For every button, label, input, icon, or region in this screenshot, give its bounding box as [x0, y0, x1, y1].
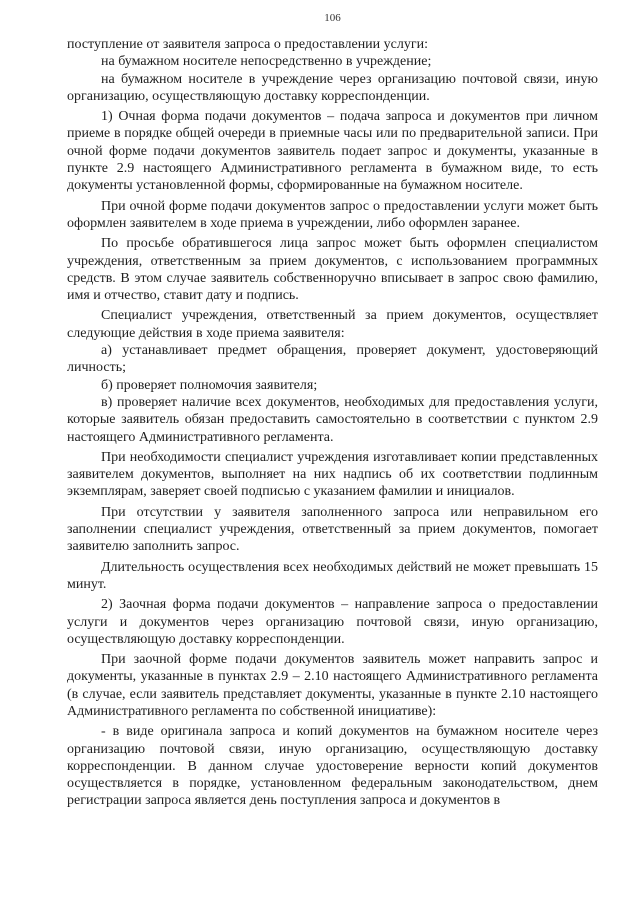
paragraph-missing-request: При отсутствии у заявителя заполненного запроса или неправильном его заполнении специалист учреждения, ответственный за прием документов, помогает заявителю заполнить запрос. — [67, 504, 598, 555]
paragraph-in-person-form: 1) Очная форма подачи документов – подача запроса и документов при личном приеме в порядке общей очереди в приемные часы или по предварительной записи. При очной форме подачи документов заявитель подает запрос и документы, указанные в пункте 2.9 настоящего Административного регламента в бумажном виде, то есть документы установленной формы, сформированные на бумажном носителе. — [67, 109, 598, 194]
list-item-b: б) проверяет полномочия заявителя; — [101, 377, 318, 393]
page-number: 106 — [324, 12, 341, 24]
paragraph-remote-form: 2) Заочная форма подачи документов – направление запроса о предоставлении услуги и документов через организацию почтовой связи, иную организацию, осуществляющую доставку корреспонденции. — [67, 597, 598, 647]
paragraph-original-and-copies: - в виде оригинала запроса и копий документов на бумажном носителе через организацию почтовой связи, иную организацию, осуществляющую доставку корреспонденции. В данном случае удостоверение верности копий документов осуществляется в порядке, установленном федеральным законодательством, днем регистрации запроса является день поступления запроса и документов в — [67, 724, 598, 809]
paragraph-intro: поступление от заявителя запроса о предоставлении услуги: — [67, 37, 428, 52]
paragraph-postal-submission: на бумажном носителе в учреждение через организацию почтовой связи, иную организацию, осуществляющую доставку корреспонденции. — [67, 71, 598, 104]
list-item-c: в) проверяет наличие всех документов, необходимых для предоставления услуги, которые заявитель обязан предоставить самостоятельно в соответствии с пунктом 2.9 настоящего Административного регламента. — [67, 394, 598, 445]
list-item-a: а) устанавливает предмет обращения, проверяет документ, удостоверяющий личность; — [67, 343, 598, 376]
paragraph-specialist-drafts-request: По просьбе обратившегося лица запрос может быть оформлен специалистом учреждения, ответственным за прием документов, с использованием программных средств. В этом случае заявитель собственноручно вписывает в запрос свою фамилию, имя и отчество, ставит дату и подпись. — [67, 236, 598, 304]
paragraph-direct-submission: на бумажном носителе непосредственно в учреждение; — [101, 54, 432, 70]
paragraph-remote-submission: При заочной форме подачи документов заявитель может направить запрос и документы, указанные в пунктах 2.9 – 2.10 настоящего Административного регламента (в случае, если заявитель представляет документы, указанные в пункте 2.10 настоящего Административного регламента по собственной инициативе): — [67, 652, 598, 719]
paragraph-duration: Длительность осуществления всех необходимых действий не может превышать 15 минут. — [67, 559, 598, 592]
paragraph-copies: При необходимости специалист учреждения изготавливает копии представленных заявителем документов, выполняет на них надпись об их соответствии подлинным экземплярам, заверяет своей подписью с указанием фамилии и инициалов. — [67, 449, 598, 500]
paragraph-specialist-actions: Специалист учреждения, ответственный за прием документов, осуществляет следующие действия в ходе приема заявителя: — [67, 308, 598, 341]
paragraph-request-during-reception: При очной форме подачи документов запрос о предоставлении услуги может быть оформлен заявителем в ходе приема в учреждении, либо оформлен заранее. — [67, 198, 598, 231]
